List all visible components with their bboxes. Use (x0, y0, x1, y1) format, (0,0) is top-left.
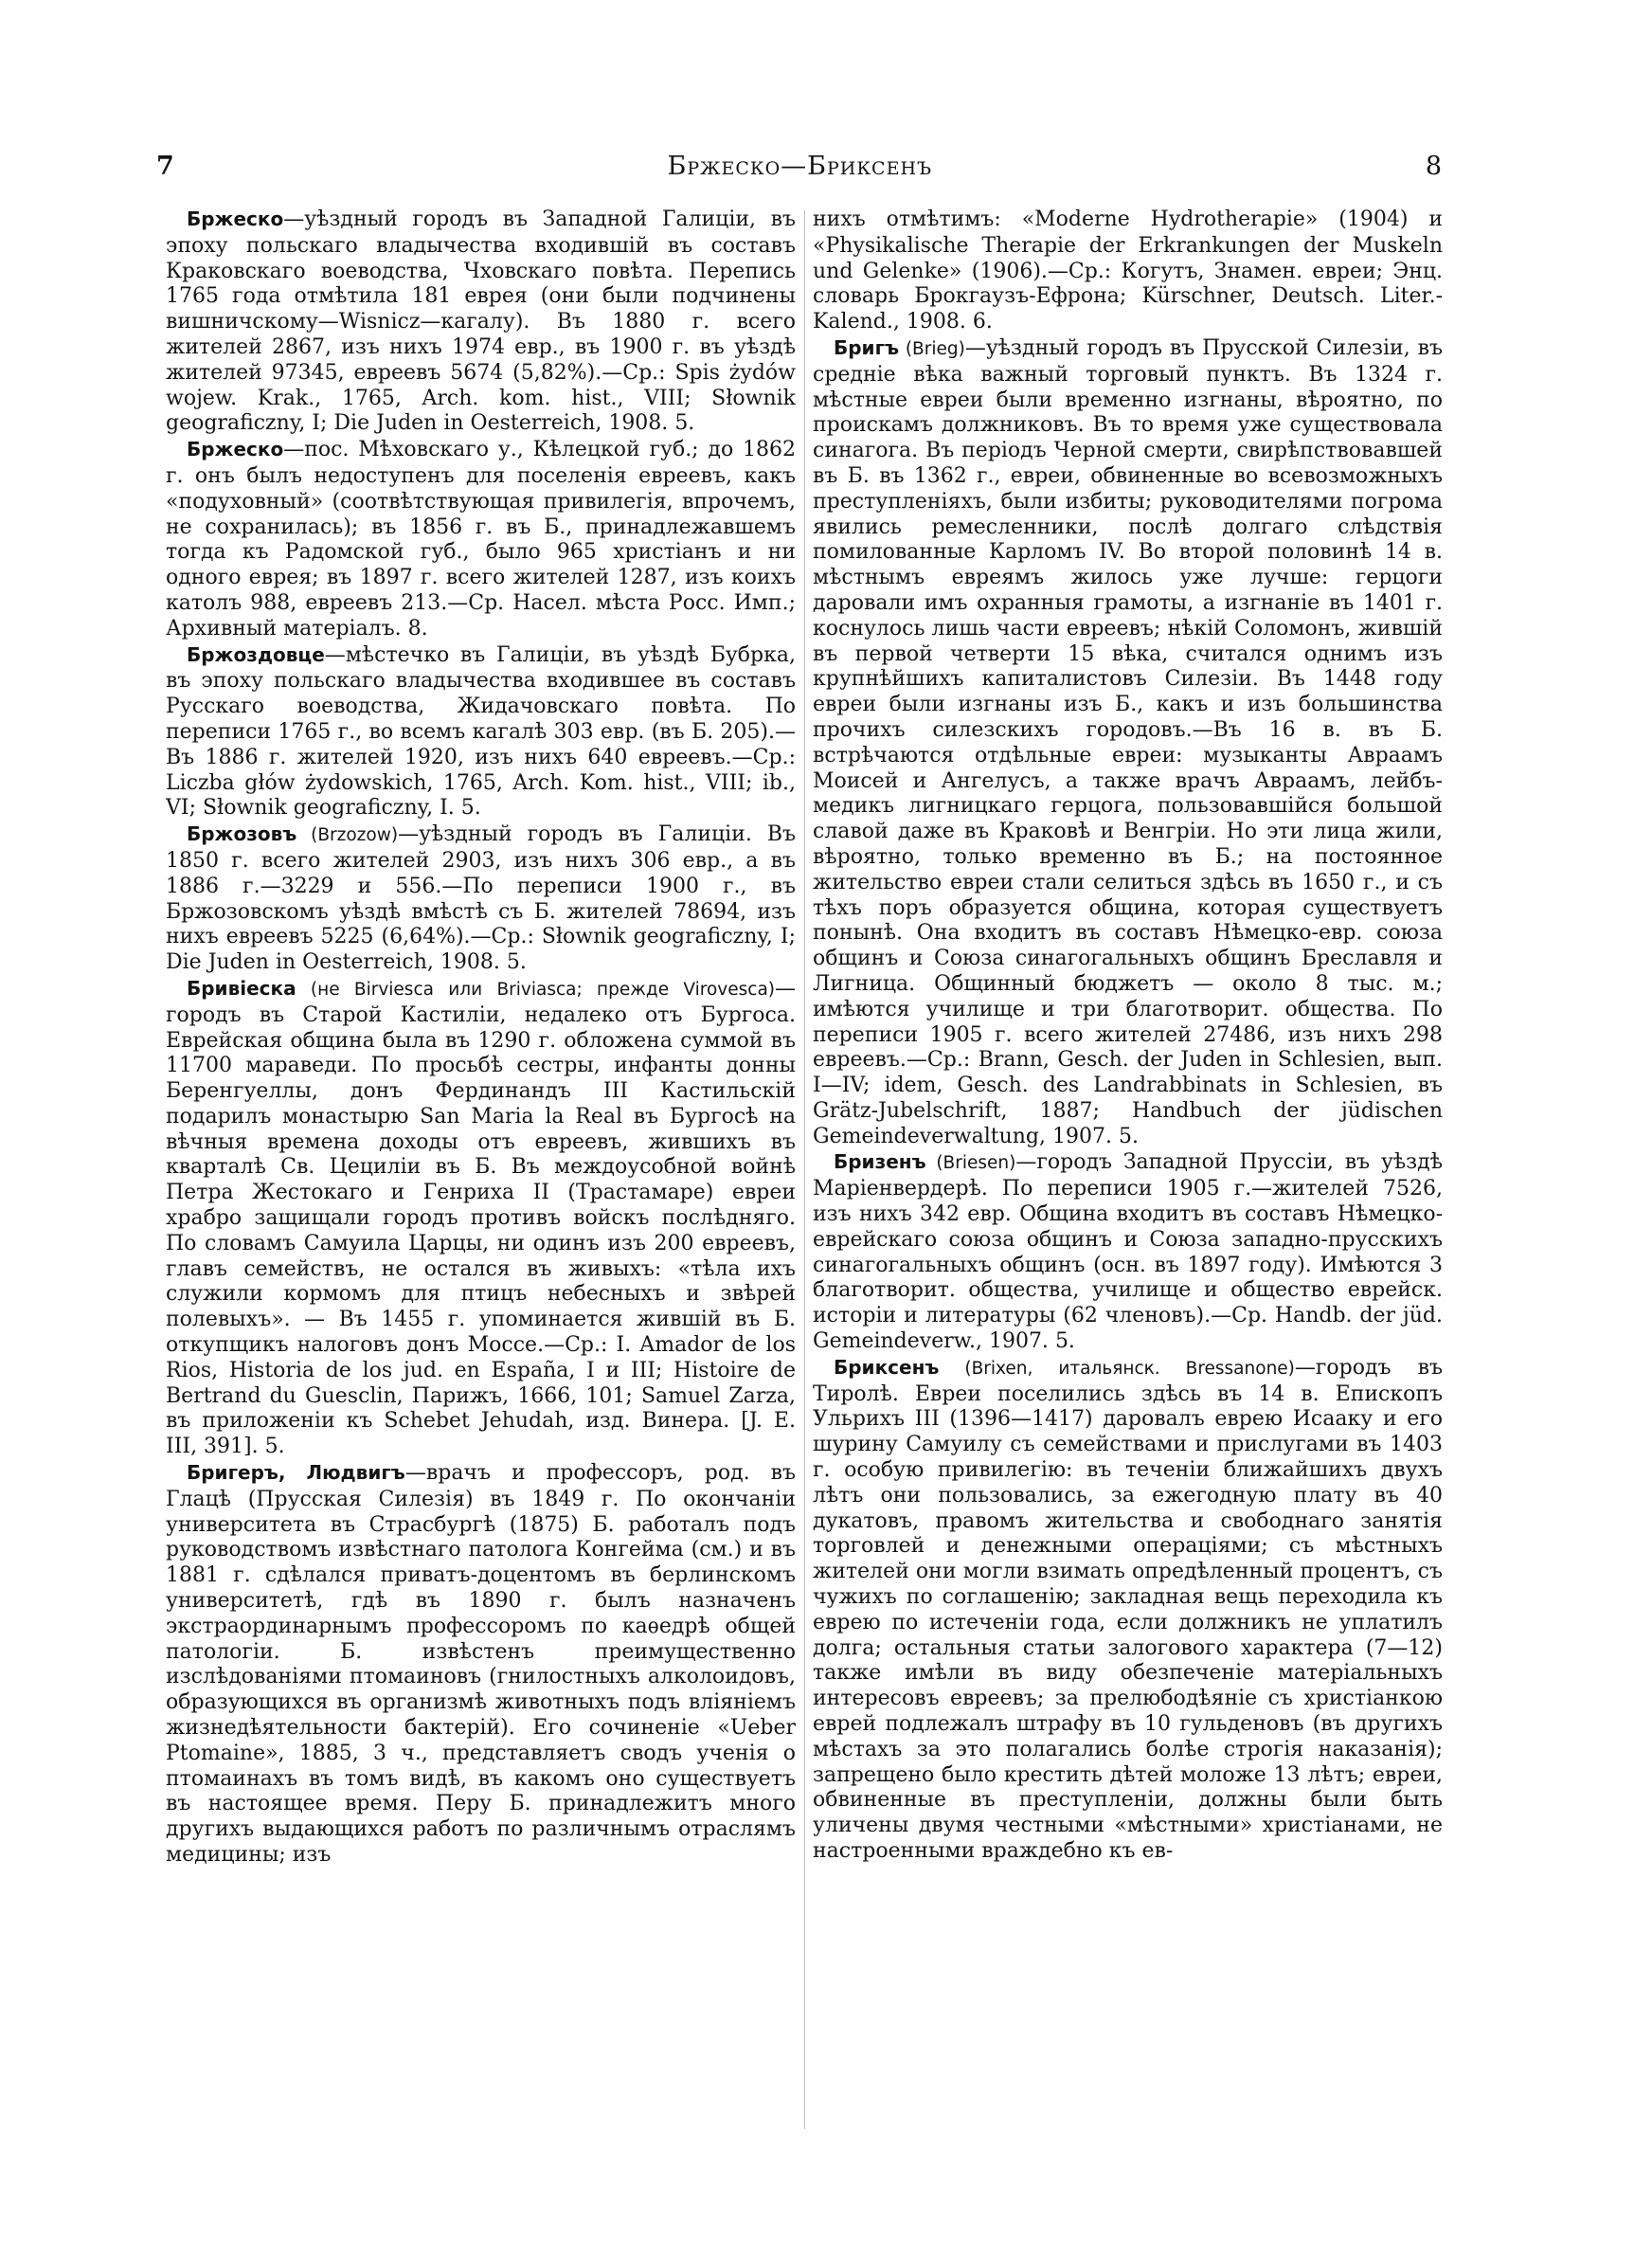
entry-signature: 5. (1118, 1124, 1139, 1148)
entry-headword: Бривіеска (187, 976, 296, 1000)
entry-text: —пос. Мѣховскаго у., Кѣлецкой губ.; до 1862 г. онъ былъ недоступенъ для поселенія евреевъ, какъ «подуховный» (соотвѣтствующая привилегія, впрочемъ, не сохранилась); въ 1856 г. въ Б., принадлежавшемъ тогда къ Радомской губ., было 965 христіанъ и ни одного еврея; въ 1897 г. всего жителей 1287, изъ коихъ католъ 988, евреевъ 213.—Ср. Насел. мѣста Росс. Имп.; Архивный матеріалъ. (166, 438, 796, 641)
column-divider (804, 210, 805, 2129)
entry-continuation (813, 207, 1443, 335)
entry-variant: (Brieg) (899, 338, 965, 359)
entry-text: —городъ Западной Пруссіи, въ уѣздѣ Маріенвердерѣ. По переписи 1905 г.—жителей 7526, изъ нихъ 342 евр. Община входитъ въ составъ Нѣмецко-еврейскаго союза общинъ и Союза западно-прусскихъ синагогальныхъ общинъ (осн. въ 1897 году). Имѣются 3 благотворит. общества, училище и общество еврейск. исторіи и литературы (62 членовъ).—Ср. Handb. der jüd. Gemeindeverw., 1907. (813, 1150, 1443, 1354)
entry-headword: Бржоздовце (187, 642, 325, 666)
entry-headword: Бржозовъ (187, 822, 297, 846)
entry-text: —уѣздный городъ въ Галиціи. Въ 1850 г. всего жителей 2903, изъ нихъ 306 евр., а въ 1886 г.—3229 и 556.—По переписи 1900 г., въ Бржозовскомъ уѣздѣ вмѣстѣ съ Б. жителей 78694, изъ нихъ евреевъ 5225 (6,64%).—Ср.: Słownik geograficzny, I; Die Juden in Oesterreich, 1908. (166, 822, 796, 975)
entry-signature: 5. (1054, 1329, 1075, 1354)
entry-text: —уѣздный городъ въ Западной Галиціи, въ эпоху польскаго владычества входившій въ составъ Краковскаго воеводства, Чховскаго повѣта. Перепись 1765 года отмѣтила 181 еврея (они были подчинены вишничскому—Wisnicz—кагалу). Въ 1880 г. всего жителей 2867, изъ нихъ 1974 евр., въ 1900 г. въ уѣздѣ жителей 97345, евреевъ 5674 (5,82%).—Ср.: Spis żydów wojew. Krak., 1765, Arch. kom. hist., VIII; Słownik geograficzny, I; Die Juden in Oesterreich, 1908. (166, 208, 796, 436)
entry (166, 822, 796, 976)
entry-signature: 5. (506, 950, 527, 975)
left-column (166, 207, 796, 2135)
entry-headword: Бржеско (187, 208, 284, 230)
entry-signature: 8. (407, 616, 428, 641)
right-column (813, 207, 1443, 2135)
entry-headword: Бригеръ, Людвигъ (187, 1461, 405, 1485)
entry-text: —мѣстечко въ Галиціи, въ уѣздѣ Бубрка, въ эпоху польскаго владычества входившее въ составъ Русскаго воеводства, Жидачовскаго повѣта. По переписи 1765 г., во всемъ кагалѣ 303 евр. (въ Б. 205).—Въ 1886 г. жителей 1920, изъ нихъ 640 евреевъ.—Ср.: Liczba głów żydowskich, 1765, Arch. Kom. hist., VIII; ib., VI; Słownik geograficzny, I. (166, 642, 796, 821)
entry-signature: 5. (264, 1435, 285, 1459)
entry (813, 335, 1443, 1150)
entry-text: —уѣздный городъ въ Прусской Силезіи, въ средніе вѣка важный торговый пунктъ. Въ 1324 г. мѣстные евреи были временно изгнаны, вѣроятно, по проискамъ должниковъ. Въ то время уже существовала синагога. Въ періодъ Черной смерти, свирѣпствовавшей въ Б. въ 1362 г., евреи, обвиненные во всевозможныхъ преступленіяхъ, были избиты; руководителями погрома явились ремесленники, послѣ долгаго слѣдствія помилованные Карломъ IV. Во второй половинѣ 14 в. мѣстнымъ евреямъ жилось уже лучше: герцоги даровали имъ охранныя грамоты, а изгнаніе въ 1401 г. коснулось лишь части евреевъ; нѣкій Соломонъ, жившій въ первой четверти 15 вѣка, считался однимъ изъ крупнѣйшихъ капиталистовъ Силезіи. Въ 1448 году евреи были изгнаны изъ Б., какъ и изъ большинства прочихъ силезскихъ городовъ.—Въ 16 в. въ Б. встрѣчаются отдѣльные евреи: музыканты Авраамъ Моисей и Ангелусъ, а также врачъ Авраамъ, лейбъ-медикъ лигницкаго герцога, пользовавшійся большой славой даже въ Краковѣ и Венгріи. Но эти лица жили, вѣроятно, только временно въ Б.; на постоянное жительство евреи стали селиться здѣсь въ 1650 г., и съ тѣхъ поръ образуется община, которая существуетъ понынѣ. Она входитъ въ составъ Нѣмецко-евр. союза общинъ и Союза синагогальныхъ общинъ Бреславля и Лигница. Общинный бюджетъ — около 8 тыс. м.; имѣются училище и три благотворит. общества. По переписи 1905 г. всего жителей 27486, изъ нихъ 298 евреевъ.—Ср.: Brann, Gesch. der Juden in Schlesien, вып. I—IV; idem, Gesch. des Landrabbinats in Schlesien, въ Grätz-Jubelschrift, 1887; Handbuch der jüdischen Gemeindeverwaltung, 1907. (813, 335, 1443, 1148)
running-title: Бржеско—Бриксенъ (667, 152, 933, 181)
entry-variant: (Brixen, итальянск. Bressanone) (939, 1358, 1295, 1379)
entry (813, 1149, 1443, 1354)
right-page-number: 8 (1425, 152, 1442, 181)
entry-headword: Бриксенъ (834, 1355, 940, 1379)
entry-signature: 5. (460, 796, 481, 821)
entry-headword: Бржеско (187, 438, 284, 461)
entry-text: —врачъ и профессоръ, род. въ Глацѣ (Прусская Силезія) въ 1849 г. По окончаніи университета въ Страсбургѣ (1875) Б. работалъ подъ руководствомъ извѣстнаго патолога Конгейма (см.) и въ 1881 г. сдѣлался приватъ-доцентомъ въ берлинскомъ университетѣ, гдѣ въ 1890 г. былъ назначенъ экстраординарнымъ профессоромъ по каѳедрѣ общей патологіи. Б. извѣстенъ преимущественно изслѣдованіями птомаиновъ (гнилостныхъ алколоидовъ, образующихся въ организмѣ животныхъ подъ вліяніемъ жизнедѣятельности бактерій). Его сочиненіе «Ueber Ptomaine», 1885, 3 ч., представляетъ сводъ ученія о птомаинахъ въ томъ видѣ, въ какомъ оно существуетъ въ настоящее время. Перу Б. принадлежитъ много другихъ выдающихся работъ по различнымъ отраслямъ медицины; изъ (166, 1461, 796, 1867)
entry-headword: Бригъ (834, 335, 900, 359)
entry-variant: (Briesen) (925, 1153, 1016, 1174)
entry (166, 1460, 796, 1869)
entry (813, 1355, 1443, 1865)
left-page-number: 7 (156, 152, 174, 181)
running-header (156, 152, 1442, 190)
entry-headword: Бризенъ (834, 1150, 926, 1174)
entry (166, 642, 796, 822)
entry-variant: (Brzozow) (296, 825, 399, 846)
entry-text: —городъ въ Старой Кастиліи, недалеко отъ Бургоса. Еврейская община была въ 1290 г. обложена суммой въ 11700 мараведи. По просьбѣ сестры, инфанты донны Беренгуеллы, донъ Фердинандъ III Кастильскій подарилъ монастырю San Maria la Real въ Бургосѣ на вѣчныя времена доходы отъ евреевъ, жившихъ въ кварталѣ Св. Цециліи въ Б. Въ междоусобной войнѣ Петра Жестокаго и Генриха II (Трастамаре) евреи храбро защищали городъ противъ войскъ послѣдняго. По словамъ Самуила Царцы, ни одинъ изъ 200 евреевъ, главъ семействъ, не остался въ живыхъ: «тѣла ихъ служили кормомъ для птицъ небесныхъ и звѣрей полевыхъ». — Въ 1455 г. упоминается жившій въ Б. откупщикъ налоговъ донъ Моссе.—Ср.: I. Amador de los Rios, Historia de los jud. en España, I и III; Histoire de Bertrand du Guesclin, Парижъ, 1666, 101; Samuel Zarza, въ приложеніи къ Schebet Jehudah, изд. Винера. [J. E. III, 391]. (166, 976, 796, 1459)
entry-text: —городъ въ Тиролѣ. Евреи поселились здѣсь въ 14 в. Епископъ Ульрихъ III (1396—1417) даровалъ еврею Исааку и его шурину Самуилу съ семействами и прислугами въ 1403 г. особую привилегію: въ теченіи ближайшихъ двухъ лѣтъ они пользовались, за ежегодную плату въ 40 дукатовъ, правомъ жительства и свободнаго занятія торговлей и денежными операціями; съ мѣстныхъ жителей они могли взимать опредѣленный процентъ, съ чужихъ по соглашенію; закладная вещь переходила къ еврею по истеченіи года, если должникъ не уплатилъ долга; остальныя статьи залогового характера (7—12) также имѣли въ виду обезпеченіе матеріальныхъ интересовъ евреевъ; за прелюбодѣяніе съ христіанкою еврей подлежалъ штрафу въ 10 гульденовъ (въ другихъ мѣстахъ за это полагались болѣе строгія наказанія); запрещено было крестить дѣтей моложе 13 лѣтъ; евреи, обвиненные въ преступленіи, должны были быть уличены двумя честными «мѣстными» христіанами, не настроенными враждебно къ ев- (813, 1355, 1443, 1863)
entry (166, 976, 796, 1460)
entry-variant: (не Birviesca или Briviasca; прежде Virovesca) (296, 979, 775, 1000)
entry-signature: 6. (972, 310, 993, 334)
entry-text: нихъ отмѣтимъ: «Moderne Hydrotherapie» (1904) и «Physikalische Therapie der Erkrankungen der Muskeln und Gelenke» (1906).—Ср.: Когутъ, Знамен. евреи; Энц. словарь Брокгаузъ-Ефрона; Kürschner, Deutsch. Liter.-Kalend., 1908. (813, 208, 1443, 334)
entry (166, 437, 796, 641)
entry-signature: 5. (674, 411, 695, 436)
entry (166, 207, 796, 437)
